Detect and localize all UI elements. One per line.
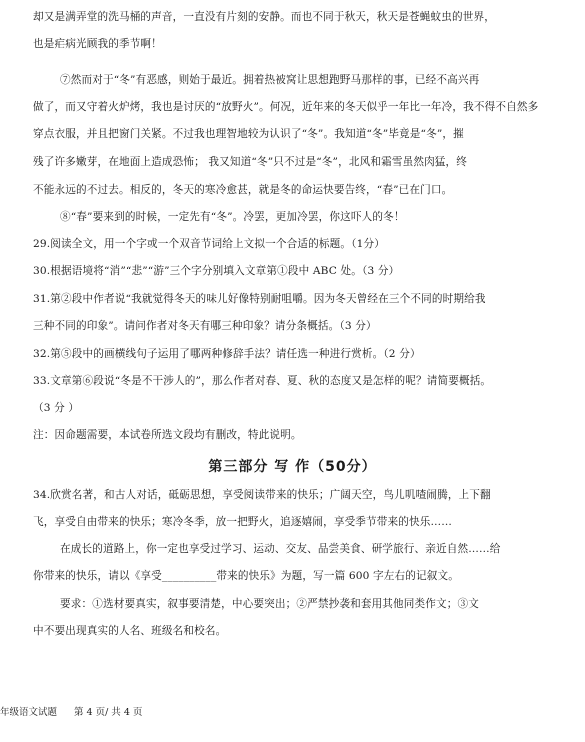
passage-paragraph-7: ⑦然而对于“冬”有恶感，则始于最近。拥着热被窝让思想跑野马那样的事，已经不高兴再 (60, 74, 480, 86)
writing-prompt: 你带来的快乐，请以《享受__________带来的快乐》为题，写一篇 600 字左右的记叙文。 (33, 570, 459, 582)
question-32: 32.第⑤段中的画横线句子运用了哪两种修辞手法？请任选一种进行赏析。（2 分） (33, 348, 421, 360)
question-30: 30.根据语境将“消”“悲”“游”三个字分别填入文章第①段中 ABC 处。（3 分） (33, 265, 400, 277)
section-heading: 第三部分 写 作（50分） (208, 459, 377, 475)
question-31-cont: 三种不同的印象”。请问作者对冬天有哪三种印象？请分条概括。（3 分） (33, 320, 377, 332)
passage-line: 做了，而又守着火炉烤，我也是讨厌的“放野火”。何况，近年来的冬天似乎一年比一年冷，我不得不自然多 (33, 101, 539, 113)
question-33: 33.文章第⑥段说“冬是不干涉人的”，那么作者对春、夏、秋的态度又是怎样的呢？请简要概括。 (33, 375, 492, 387)
passage-line: 却又是满弄堂的洗马桶的声音，一直没有片刻的安静。而也不同于秋天，秋天是苍蝇蚊虫的世界， (33, 11, 495, 23)
question-31: 31.第②段中作者说“我就觉得冬天的味儿好像特别耐咀嚼。因为冬天曾经在三个不同的时期给我 (33, 293, 486, 305)
passage-line: 不能永远的不过去。相反的，冬天的寒冷愈甚，就是冬的命运快要告终，“春”已在门口。 (33, 184, 453, 196)
question-29: 29.阅读全文，用一个字或一个双音节词给上文拟一个合适的标题。（1分） (33, 238, 385, 250)
passage-line: 残了许多嫩芽，在地面上造成恐怖； 我又知道“冬”只不过是“冬”，北风和霜雪虽然肉猛，终 (33, 156, 468, 168)
writing-prompt: 34.欣赏名著，和古人对话，砥砺思想，享受阅读带来的快乐；广阔天空，鸟儿叽喳闹腾，上下翻 (33, 489, 491, 501)
passage-line: 穿点衣服，并且把窗门关紧。不过我也理智地较为认识了“冬”。我知道“冬”毕竟是“冬”，摧 (33, 128, 464, 140)
page-number: 第 4 页/ 共 4 页 (74, 707, 143, 718)
note: 注：因命题需要，本试卷所选文段均有删改，特此说明。 (33, 429, 302, 441)
passage-paragraph-8: ⑧“春”要来到的时候，一定先有“冬”。冷罢，更加冷罢，你这吓人的冬！ (60, 211, 405, 223)
writing-prompt: 在成长的道路上，你一定也享受过学习、运动、交友、品尝美食、研学旅行、亲近自然……给 (60, 543, 501, 555)
question-33-score: （3 分 ） (33, 402, 80, 414)
writing-requirements: 中不要出现真实的人名、班级名和校名。 (33, 625, 227, 637)
writing-requirements: 要求：①选材要真实，叙事要清楚，中心要突出；②严禁抄袭和套用其他同类作文；③文 (60, 598, 480, 610)
footer-title: 年级语文试题 (0, 707, 58, 718)
passage-line: 也是疟病光顾我的季节啊！ (33, 38, 162, 50)
writing-prompt: 飞，享受自由带来的快乐；寒冷冬季，放一把野火，追逐嬉闹，享受季节带来的快乐…… (33, 516, 453, 528)
